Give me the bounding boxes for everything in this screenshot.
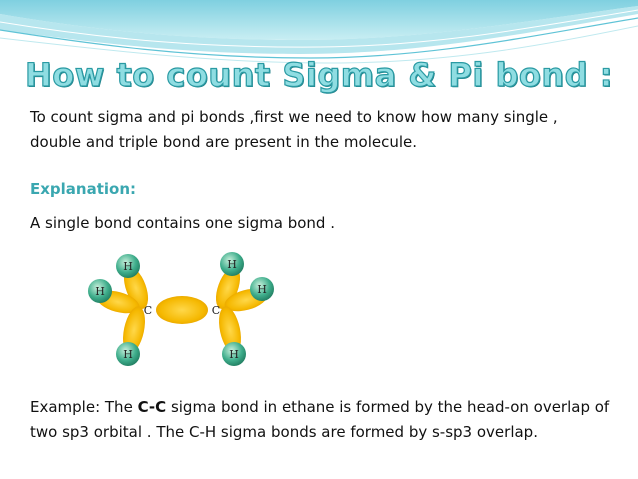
hydrogen-label: H: [123, 260, 133, 273]
hydrogen-label: H: [95, 285, 105, 298]
explanation-heading: Explanation:: [30, 180, 137, 198]
single-bond-statement: A single bond contains one sigma bond .: [30, 214, 335, 232]
example-prefix: Example: The: [30, 398, 138, 416]
intro-paragraph: To count sigma and pi bonds ,first we need to know how many single , double and triple bond are present in the molecule.: [30, 108, 558, 151]
example-suffix: sigma bond in ethane is formed by the head-on overlap of two sp3 orbital . The C-H sigma bonds are formed by s-sp3 overlap.: [30, 398, 610, 441]
carbon-label-left: C: [143, 304, 153, 317]
hydrogen-label: H: [123, 348, 133, 361]
carbon-label-right: C: [211, 304, 221, 317]
example-bond-bold: C-C: [137, 398, 167, 416]
cc-sigma-overlap: [156, 296, 208, 324]
slide-title: How to count Sigma & Pi bond :: [25, 56, 613, 94]
hydrogen-label: H: [227, 258, 237, 271]
hydrogen-label: H: [257, 283, 267, 296]
example-paragraph: [30, 395, 610, 445]
hydrogen-label: H: [229, 348, 239, 361]
ethane-orbital-diagram: [82, 248, 282, 373]
